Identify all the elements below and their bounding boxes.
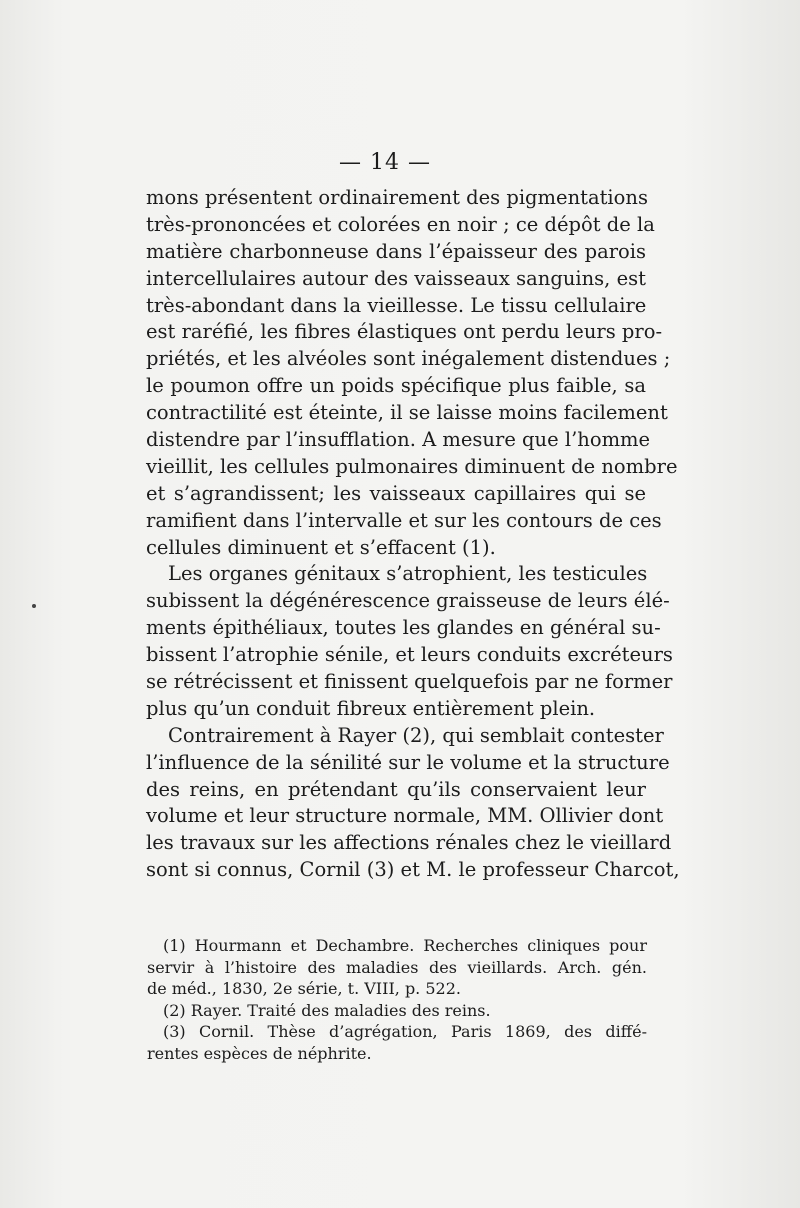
text-line: vieillit, les cellules pulmonaires diminuent de nombre — [146, 454, 678, 478]
text-line: très-abondant dans la vieillesse. Le tissu cellulaire — [146, 293, 647, 317]
text-line: intercellulaires autour des vaisseaux sanguins, est — [146, 266, 646, 290]
text-line: très-prononcées et colorées en noir ; ce dépôt de la — [146, 212, 655, 236]
text-line: plus qu’un conduit fibreux entièrement plein. — [146, 696, 596, 720]
text-line: les travaux sur les affections rénales chez le vieillard — [146, 831, 672, 855]
text-line: le poumon offre un poids spécifique plus faible, sa — [146, 374, 646, 398]
footnote-line: rentes espèces de néphrite. — [147, 1043, 372, 1063]
text-line: ments épithéliaux, toutes les glandes en général su- — [146, 616, 661, 640]
text-line: subissent la dégénérescence graisseuse de leurs élé- — [146, 589, 670, 613]
text-line: ramifient dans l’intervalle et sur les contours de ces — [146, 508, 662, 532]
text-line: Les organes génitaux s’atrophient, les testicules — [168, 562, 648, 586]
text-line: est raréfié, les fibres élastiques ont perdu leurs pro- — [146, 320, 663, 344]
text-line: des reins, en prétendant qu’ils conservaient leur — [146, 777, 646, 801]
footnote-line: (1) Hourmann et Dechambre. Recherches cliniques pour — [163, 936, 647, 955]
text-line: mons présentent ordinairement des pigmentations — [146, 186, 648, 209]
text-line: matière charbonneuse dans l’épaisseur des parois — [146, 239, 646, 263]
text-line: Contrairement à Rayer (2), qui semblait contester — [168, 723, 664, 747]
footnote-line: de méd., 1830, 2e série, t. VIII, p. 522. — [147, 979, 461, 998]
margin-mark — [32, 604, 36, 608]
footnote-line: (2) Rayer. Traité des maladies des reins. — [163, 1000, 491, 1020]
text-line: priétés, et les alvéoles sont inégalement distendues ; — [146, 347, 671, 371]
text-line: bissent l’atrophie sénile, et leurs conduits excréteurs — [146, 643, 673, 667]
body-text — [146, 185, 680, 884]
text-line: cellules diminuent et s’effacent (1). — [146, 535, 496, 559]
text-line: volume et leur structure normale, MM. Ollivier dont — [146, 804, 664, 828]
footnote-line: servir à l’histoire des maladies des vieillards. Arch. gén. — [147, 957, 647, 977]
footnotes — [147, 935, 647, 1064]
text-line: et s’agrandissent; les vaisseaux capillaires qui se — [146, 481, 646, 505]
footnote-line: (3) Cornil. Thèse d’agrégation, Paris 1869, des diffé- — [163, 1022, 647, 1041]
text-line: sont si connus, Cornil (3) et M. le professeur Charcot, — [146, 858, 680, 882]
text-line: l’influence de la sénilité sur le volume et la structure — [146, 750, 670, 774]
page-number: — 14 — — [339, 150, 431, 175]
text-line: contractilité est éteinte, il se laisse moins facilement — [146, 401, 668, 425]
text-line: distendre par l’insufflation. A mesure que l’homme — [146, 428, 651, 452]
text-line: se rétrécissent et finissent quelquefois par ne former — [146, 670, 673, 694]
